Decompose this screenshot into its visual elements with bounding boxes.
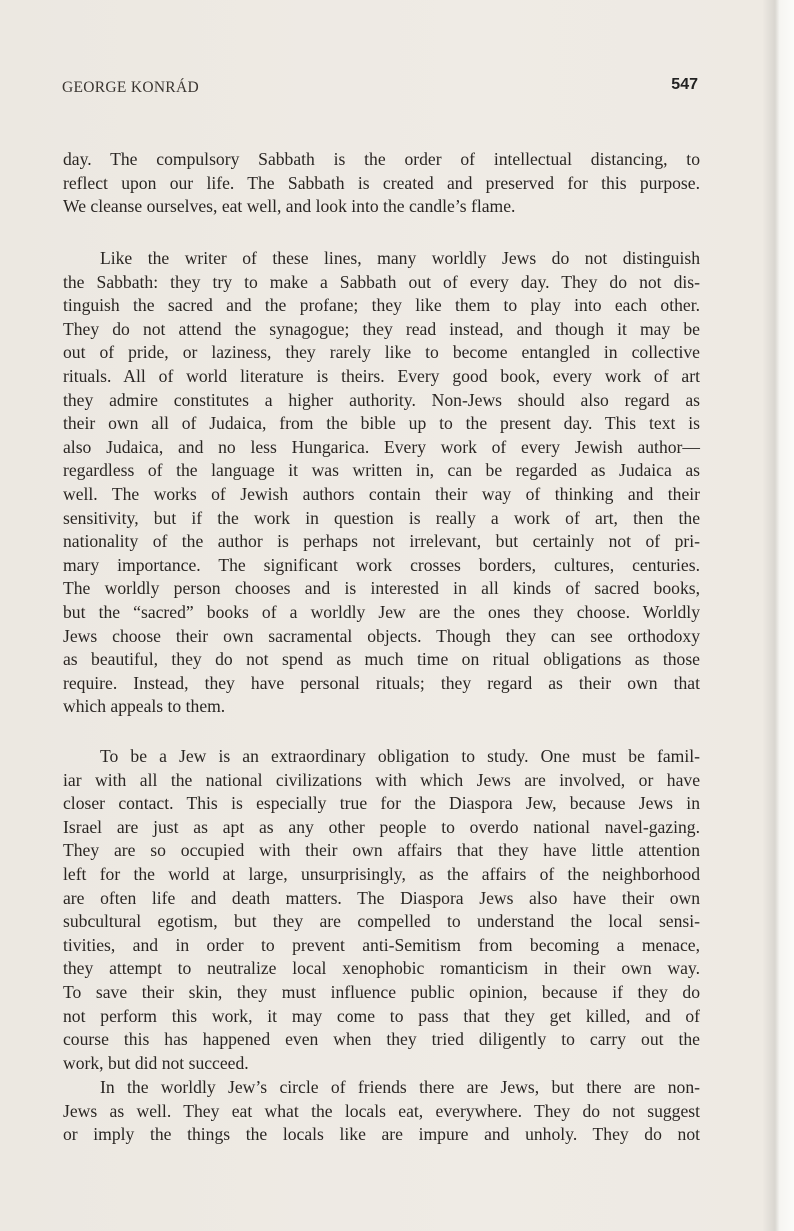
text-line: day. The compulsory Sabbath is the order of intellectual distancing, to (63, 149, 700, 169)
text-line: We cleanse ourselves, eat well, and look into the candle’s flame. (63, 196, 516, 217)
text-line: they attempt to neutralize local xenophobic romanticism in their own way. (63, 958, 700, 979)
text-line: tinguish the sacred and the profane; they like them to play into each other. (63, 295, 700, 316)
text-line: mary importance. The significant work crosses borders, cultures, centuries. (63, 554, 700, 575)
text-line: Jews choose their own sacramental objects. Though they can see orthodoxy (63, 625, 700, 646)
text-line: Israel are just as apt as any other people to overdo national navel-gazing. (63, 816, 700, 837)
text-line: course this has happened even when they tried diligently to carry out the (63, 1029, 700, 1050)
text-line: well. The works of Jewish authors contain their way of thinking and their (63, 483, 700, 504)
text-line: also Judaica, and no less Hungarica. Every work of every Jewish author— (63, 436, 700, 457)
text-line: the Sabbath: they try to make a Sabbath out of every day. They do not dis- (63, 271, 700, 292)
text-line: their own all of Judaica, from the bible up to the present day. This text is (63, 413, 700, 434)
paragraph-3 (63, 745, 700, 1075)
text-line: sensitivity, but if the work in question is really a work of art, then the (63, 507, 700, 528)
text-line: but the “sacred” books of a worldly Jew are the ones they choose. Worldly (63, 601, 700, 622)
text-line: In the worldly Jew’s circle of friends there are Jews, but there are non- (100, 1077, 700, 1097)
text-line: are often life and death matters. The Diaspora Jews also have their own (63, 887, 700, 908)
text-line: Like the writer of these lines, many worldly Jews do not distinguish (100, 248, 700, 268)
text-line: subcultural egotism, but they are compelled to understand the local sensi- (63, 911, 700, 932)
text-line: work, but did not succeed. (63, 1052, 249, 1073)
text-line: out of pride, or laziness, they rarely like to become entangled in collective (63, 342, 700, 363)
text-line: regardless of the language it was written in, can be regarded as Judaica as (63, 460, 700, 481)
text-line: or imply the things the locals like are impure and unholy. They do not (63, 1124, 700, 1145)
text-line: To save their skin, they must influence public opinion, because if they do (63, 981, 700, 1002)
text-line: Jews as well. They eat what the locals eat, everywhere. They do not suggest (63, 1100, 700, 1121)
text-line: left for the world at large, unsurprisingly, as the affairs of the neighborhood (63, 863, 700, 884)
page-number: 547 (671, 76, 698, 93)
text-line: reflect upon our life. The Sabbath is created and preserved for this purpose. (63, 172, 700, 193)
text-line: they admire constitutes a higher authority. Non-Jews should also regard as (63, 389, 700, 410)
text-line: They do not attend the synagogue; they read instead, and though it may be (63, 318, 700, 339)
paragraph-4 (63, 1076, 700, 1147)
text-line: nationality of the author is perhaps not irrelevant, but certainly not of pri- (63, 531, 700, 552)
text-line: rituals. All of world literature is theirs. Every good book, every work of art (63, 365, 700, 386)
text-line: as beautiful, they do not spend as much time on ritual obligations as those (63, 649, 700, 670)
text-line: not perform this work, it may come to pass that they get killed, and of (63, 1005, 700, 1026)
running-head: GEORGE KONRÁD (62, 79, 199, 96)
paragraph-1 (63, 148, 700, 219)
text-line: which appeals to them. (63, 696, 226, 717)
text-line: The worldly person chooses and is interested in all kinds of sacred books, (63, 578, 700, 599)
text-line: tivities, and in order to prevent anti-Semitism from becoming a menace, (63, 934, 700, 955)
text-line: To be a Jew is an extraordinary obligation to study. One must be famil- (100, 746, 700, 766)
text-line: They are so occupied with their own affairs that they have little attention (63, 840, 700, 861)
text-line: iar with all the national civilizations with which Jews are involved, or have (63, 769, 700, 790)
text-line: require. Instead, they have personal rituals; they regard as their own that (63, 672, 700, 693)
text-line: closer contact. This is especially true for the Diaspora Jew, because Jews in (63, 793, 700, 814)
paragraph-2 (63, 247, 700, 719)
